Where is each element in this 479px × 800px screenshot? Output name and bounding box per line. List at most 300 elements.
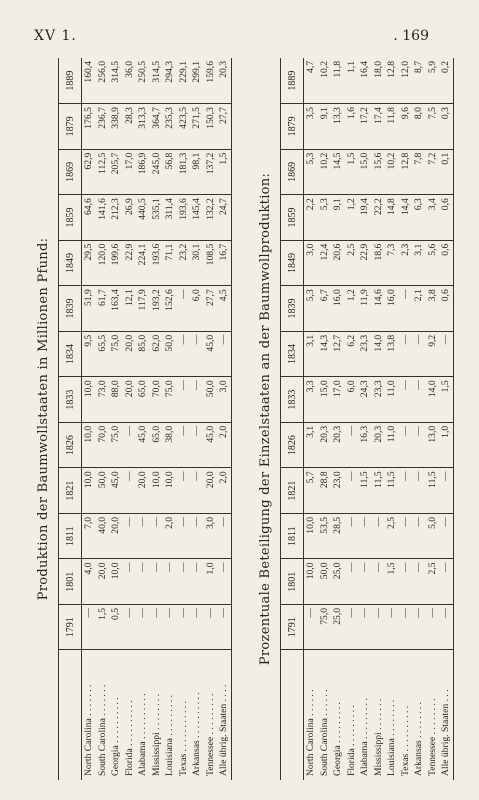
table-row (123, 58, 137, 780)
value-cell: — (358, 513, 372, 559)
value-cell: 0,6 (439, 286, 453, 332)
value-cell: 364,7 (150, 104, 164, 150)
table-row (109, 58, 123, 780)
value-cell: 3,8 (426, 286, 440, 332)
value-cell: 20,3 (318, 422, 332, 468)
value-cell: 9,1 (318, 104, 332, 150)
value-cell: — (345, 513, 359, 559)
value-cell: 13,8 (385, 331, 399, 377)
value-cell: 17,4 (372, 104, 386, 150)
value-cell: 141,6 (96, 195, 110, 241)
value-cell: 108,5 (204, 240, 218, 286)
year-header: 1791 (281, 604, 304, 650)
table-row (426, 58, 440, 780)
value-cell: 20,0 (96, 559, 110, 605)
value-cell: 193,2 (150, 286, 164, 332)
value-cell: 193,6 (150, 240, 164, 286)
value-cell: 236,7 (96, 104, 110, 150)
value-cell: 7,0 (82, 513, 96, 559)
year-header: 1879 (281, 104, 304, 150)
value-cell: 18,6 (372, 240, 386, 286)
value-cell: 1,5 (439, 377, 453, 423)
value-cell: — (345, 422, 359, 468)
value-cell: 7,8 (412, 149, 426, 195)
value-cell: 50,0 (318, 559, 332, 605)
value-cell: — (412, 422, 426, 468)
value-cell: 14,4 (399, 195, 413, 241)
value-cell: 2,5 (385, 513, 399, 559)
value-cell: — (439, 513, 453, 559)
value-cell: — (345, 604, 359, 650)
value-cell: — (217, 331, 231, 377)
value-cell: 24,3 (358, 377, 372, 423)
value-cell: 1,0 (204, 559, 218, 605)
value-cell: 2,0 (217, 468, 231, 514)
value-cell: 18,0 (372, 58, 386, 104)
value-cell: 294,3 (163, 58, 177, 104)
value-cell: 25,0 (331, 604, 345, 650)
value-cell: 16,4 (358, 58, 372, 104)
state-name: Alabama . . . . . . . . . . (137, 693, 148, 776)
value-cell: 15,0 (358, 149, 372, 195)
value-cell: 8,7 (412, 58, 426, 104)
table-row (358, 58, 372, 780)
value-cell: — (190, 604, 204, 650)
value-cell: 17,0 (123, 149, 137, 195)
value-cell: 11,0 (385, 422, 399, 468)
value-cell: 10,2 (318, 149, 332, 195)
value-cell: 2,2 (304, 195, 318, 241)
year-header: 1811 (281, 513, 304, 559)
value-cell: 2,1 (412, 286, 426, 332)
year-header: 1833 (281, 377, 304, 423)
value-cell: 98,1 (190, 149, 204, 195)
state-name: Texas . . . . . . . . . . (399, 705, 411, 776)
value-cell: 15,0 (318, 377, 332, 423)
value-cell: 75,0 (163, 377, 177, 423)
value-cell: 88,0 (109, 377, 123, 423)
value-cell: 212,3 (109, 195, 123, 241)
value-cell: 423,5 (177, 104, 191, 150)
value-cell: — (426, 604, 440, 650)
value-cell: 20,0 (123, 377, 137, 423)
value-cell: 1,2 (345, 286, 359, 332)
value-cell: 9,2 (426, 331, 440, 377)
state-name: Arkansas . . . . . . . . (413, 701, 424, 776)
year-header: 1869 (281, 149, 304, 195)
value-cell: 26,9 (123, 195, 137, 241)
value-cell: 7,2 (426, 149, 440, 195)
value-cell: 51,9 (82, 286, 96, 332)
value-cell: — (439, 468, 453, 514)
value-cell: 311,4 (163, 195, 177, 241)
value-cell: — (190, 468, 204, 514)
value-cell: 5,3 (318, 195, 332, 241)
value-cell: 65,0 (150, 422, 164, 468)
value-cell: 23,3 (358, 331, 372, 377)
year-header: 1826 (59, 422, 82, 468)
value-cell: — (123, 468, 137, 514)
value-cell: — (217, 513, 231, 559)
value-cell: 11,8 (331, 58, 345, 104)
value-cell: — (177, 331, 191, 377)
value-cell: 205,7 (109, 149, 123, 195)
value-cell: 6,0 (345, 377, 359, 423)
value-cell: — (372, 559, 386, 605)
value-cell: — (150, 513, 164, 559)
value-cell: 2,5 (345, 240, 359, 286)
value-cell: 19,4 (358, 195, 372, 241)
value-cell: 3,1 (304, 331, 318, 377)
table-row (150, 58, 164, 780)
value-cell: — (412, 513, 426, 559)
value-cell: 24,7 (217, 195, 231, 241)
state-name: Georgia . . . . . . . . . (332, 702, 343, 776)
share-table-title: Prozentuale Beteiligung der Einzelstaaten an der Baumwollproduktion: (258, 172, 273, 666)
table-row (439, 58, 453, 780)
value-cell: 53,5 (318, 513, 332, 559)
year-header-row (59, 58, 82, 780)
value-cell: 10,0 (82, 377, 96, 423)
value-cell: 71,1 (163, 240, 177, 286)
year-header: 1821 (59, 468, 82, 514)
value-cell: — (150, 604, 164, 650)
state-name: Mississippi . . . . . . . . (150, 693, 162, 776)
value-cell: — (399, 468, 413, 514)
value-cell: — (177, 559, 191, 605)
value-cell: 27,7 (204, 286, 218, 332)
value-cell: — (150, 559, 164, 605)
value-cell: 20,0 (123, 331, 137, 377)
value-cell: — (177, 513, 191, 559)
value-cell: 16,0 (385, 286, 399, 332)
value-cell: — (136, 559, 150, 605)
value-cell: 29,5 (82, 240, 96, 286)
value-cell: 20,3 (217, 58, 231, 104)
value-cell: — (190, 513, 204, 559)
value-cell: 16,0 (331, 286, 345, 332)
value-cell: 1,2 (345, 195, 359, 241)
value-cell: — (385, 604, 399, 650)
year-header: 1826 (281, 422, 304, 468)
table-row (82, 58, 96, 780)
value-cell: — (399, 604, 413, 650)
value-cell: 12,8 (399, 149, 413, 195)
value-cell: 3,0 (204, 513, 218, 559)
value-cell: 137,2 (204, 149, 218, 195)
value-cell: — (123, 513, 137, 559)
state-name: Alle übrig. Staaten . . . . (217, 650, 231, 780)
value-cell: 314,5 (150, 58, 164, 104)
value-cell: 150,3 (204, 104, 218, 150)
year-header: 1834 (59, 331, 82, 377)
state-name: Alabama . . . . . . . . . (359, 698, 370, 776)
value-cell: 193,6 (177, 195, 191, 241)
value-cell: 62,0 (150, 331, 164, 377)
value-cell: 16,3 (358, 422, 372, 468)
value-cell: 245,0 (150, 149, 164, 195)
value-cell: 2,3 (399, 240, 413, 286)
production-panel (30, 58, 240, 780)
value-cell: — (399, 377, 413, 423)
value-cell: 13,3 (331, 104, 345, 150)
value-cell: — (399, 513, 413, 559)
value-cell: 10,0 (163, 468, 177, 514)
value-cell: 61,7 (96, 286, 110, 332)
value-cell: 65,0 (136, 377, 150, 423)
value-cell: 10,0 (82, 422, 96, 468)
value-cell: 2,0 (217, 422, 231, 468)
value-cell: 20,3 (331, 422, 345, 468)
year-header: 1834 (281, 331, 304, 377)
table-row (318, 58, 332, 780)
value-cell: 0,5 (109, 604, 123, 650)
value-cell: 160,4 (82, 58, 96, 104)
value-cell: 159,6 (204, 58, 218, 104)
state-name: Georgia . . . . . . . . . . (110, 697, 121, 776)
value-cell: — (177, 468, 191, 514)
value-cell: 152,6 (163, 286, 177, 332)
value-cell: 9,1 (331, 195, 345, 241)
value-cell: 50,0 (204, 377, 218, 423)
value-cell: 14,6 (372, 286, 386, 332)
value-cell: 3,5 (304, 104, 318, 150)
value-cell: 12,1 (123, 286, 137, 332)
value-cell: 0,6 (439, 195, 453, 241)
value-cell: 20,0 (204, 468, 218, 514)
value-cell: 5,3 (304, 149, 318, 195)
value-cell: 1,5 (345, 149, 359, 195)
value-cell: 5,0 (426, 513, 440, 559)
value-cell: — (82, 604, 96, 650)
value-cell: 40,0 (96, 513, 110, 559)
value-cell: 20,0 (109, 513, 123, 559)
value-cell: — (204, 604, 218, 650)
value-cell: 229,1 (177, 58, 191, 104)
value-cell: — (177, 604, 191, 650)
value-cell: 7,3 (385, 240, 399, 286)
value-cell: 299,1 (190, 58, 204, 104)
year-header: 1839 (281, 286, 304, 332)
value-cell: 11,0 (385, 377, 399, 423)
value-cell: 36,0 (123, 58, 137, 104)
value-cell: 11,5 (372, 468, 386, 514)
value-cell: — (177, 377, 191, 423)
value-cell: — (412, 377, 426, 423)
share-panel (252, 58, 462, 780)
year-header: 1833 (59, 377, 82, 423)
value-cell: — (177, 422, 191, 468)
value-cell: 22,9 (123, 240, 137, 286)
value-cell: 5,9 (426, 58, 440, 104)
value-cell: 14,8 (385, 195, 399, 241)
value-cell: 250,5 (136, 58, 150, 104)
value-cell: 6,0 (190, 286, 204, 332)
value-cell: 4,5 (217, 286, 231, 332)
value-cell: — (123, 422, 137, 468)
value-cell: 186,9 (136, 149, 150, 195)
value-cell: 12,4 (318, 240, 332, 286)
page-header (0, 28, 479, 48)
value-cell: — (217, 559, 231, 605)
value-cell: 50,0 (163, 331, 177, 377)
value-cell: 5,3 (304, 286, 318, 332)
value-cell: — (190, 559, 204, 605)
table-row (217, 58, 231, 780)
year-header: 1889 (281, 58, 304, 104)
value-cell: — (136, 513, 150, 559)
value-cell: 338,9 (109, 104, 123, 150)
value-cell: — (358, 604, 372, 650)
table-row (136, 58, 150, 780)
state-name: Tennessee . . . . . . . . . (204, 693, 216, 776)
value-cell: — (304, 604, 318, 650)
year-header-row (281, 58, 304, 780)
year-header: 1879 (59, 104, 82, 150)
value-cell: 10,0 (304, 513, 318, 559)
value-cell: 17,0 (331, 377, 345, 423)
value-cell: 65,5 (96, 331, 110, 377)
value-cell: 20,0 (136, 468, 150, 514)
value-cell: — (177, 286, 191, 332)
value-cell: 11,8 (385, 104, 399, 150)
value-cell: — (412, 331, 426, 377)
value-cell: — (123, 604, 137, 650)
value-cell: 70,0 (150, 377, 164, 423)
value-cell: 50,0 (96, 468, 110, 514)
value-cell: 45,0 (109, 468, 123, 514)
value-cell: — (345, 468, 359, 514)
value-cell: 28,5 (331, 513, 345, 559)
value-cell: 145,4 (190, 195, 204, 241)
value-cell: 62,9 (82, 149, 96, 195)
value-cell: — (412, 468, 426, 514)
value-cell: 11,9 (358, 286, 372, 332)
state-name: Florida . . . . . . . . . (345, 705, 357, 776)
value-cell: 75,0 (109, 422, 123, 468)
table-row (304, 58, 318, 780)
value-cell: 45,0 (136, 422, 150, 468)
value-cell: 440,5 (136, 195, 150, 241)
value-cell: 16,7 (217, 240, 231, 286)
value-cell: — (163, 559, 177, 605)
value-cell: 120,0 (96, 240, 110, 286)
value-cell: 535,1 (150, 195, 164, 241)
production-table-title: Produktion der Baumwollstaaten in Millionen Pfund: (36, 237, 51, 601)
table-row (190, 58, 204, 780)
value-cell: 13,0 (426, 422, 440, 468)
value-cell: 11,5 (385, 468, 399, 514)
value-cell: — (412, 604, 426, 650)
value-cell: — (190, 422, 204, 468)
value-cell: 313,3 (136, 104, 150, 150)
value-cell: — (190, 331, 204, 377)
value-cell: — (372, 513, 386, 559)
value-cell: 199,6 (109, 240, 123, 286)
state-name: North Carolina . . . . . . (305, 689, 316, 776)
value-cell: 30,1 (190, 240, 204, 286)
value-cell: 14,0 (426, 377, 440, 423)
value-cell: 10,2 (385, 149, 399, 195)
value-cell: 20,6 (331, 240, 345, 286)
state-name: Tennessee . . . . . . . . (426, 698, 438, 776)
value-cell: 23,0 (331, 468, 345, 514)
value-cell: 256,0 (96, 58, 110, 104)
state-name: Louisiana . . . . . . . . . (164, 694, 175, 776)
value-cell: — (399, 286, 413, 332)
table-row (96, 58, 110, 780)
value-cell: — (358, 559, 372, 605)
state-name: North Carolina . . . . . . . (83, 684, 94, 776)
year-header: 1801 (59, 559, 82, 605)
value-cell: 75,0 (109, 331, 123, 377)
value-cell: 1,5 (96, 604, 110, 650)
value-cell: 8,0 (412, 104, 426, 150)
year-header: 1859 (59, 195, 82, 241)
value-cell: 22,2 (372, 195, 386, 241)
value-cell: 11,5 (426, 468, 440, 514)
value-cell: 0,3 (439, 104, 453, 150)
value-cell: 2,0 (163, 513, 177, 559)
value-cell: 64,6 (82, 195, 96, 241)
value-cell: 235,3 (163, 104, 177, 150)
value-cell: 176,5 (82, 104, 96, 150)
state-name: Arkansas . . . . . . . . . . (191, 692, 202, 776)
value-cell: 0,2 (439, 58, 453, 104)
value-cell: 15,6 (372, 149, 386, 195)
value-cell: 6,2 (345, 331, 359, 377)
value-cell: — (399, 422, 413, 468)
state-name: Texas . . . . . . . . . . . (177, 700, 189, 776)
value-cell: — (399, 331, 413, 377)
year-header: 1801 (281, 559, 304, 605)
page-number: . 169 (393, 28, 429, 44)
value-cell: 5,7 (304, 468, 318, 514)
table-row (385, 58, 399, 780)
value-cell: 3,0 (304, 240, 318, 286)
value-cell: — (372, 604, 386, 650)
value-cell: 4,7 (304, 58, 318, 104)
year-header: 1811 (59, 513, 82, 559)
value-cell: 7,5 (426, 104, 440, 150)
state-name: Florida . . . . . . . . . . (123, 700, 135, 776)
value-cell: 38,0 (163, 422, 177, 468)
value-cell: — (217, 604, 231, 650)
value-cell: 23,2 (177, 240, 191, 286)
value-cell: 10,0 (109, 559, 123, 605)
value-cell: 132,2 (204, 195, 218, 241)
value-cell: — (439, 559, 453, 605)
year-header: 1849 (281, 240, 304, 286)
value-cell: 45,0 (204, 331, 218, 377)
year-header: 1821 (281, 468, 304, 514)
value-cell: 3,4 (426, 195, 440, 241)
value-cell: 20,3 (372, 422, 386, 468)
value-cell: 314,5 (109, 58, 123, 104)
year-header: 1869 (59, 149, 82, 195)
value-cell: — (345, 559, 359, 605)
value-cell: 70,0 (96, 422, 110, 468)
value-cell: 3,1 (412, 240, 426, 286)
table-row (345, 58, 359, 780)
table-row (399, 58, 413, 780)
value-cell: 1,5 (217, 149, 231, 195)
value-cell: 14,3 (318, 331, 332, 377)
value-cell: 4,0 (82, 559, 96, 605)
value-cell: 6,7 (318, 286, 332, 332)
value-cell: 271,5 (190, 104, 204, 150)
value-cell: 1,1 (345, 58, 359, 104)
